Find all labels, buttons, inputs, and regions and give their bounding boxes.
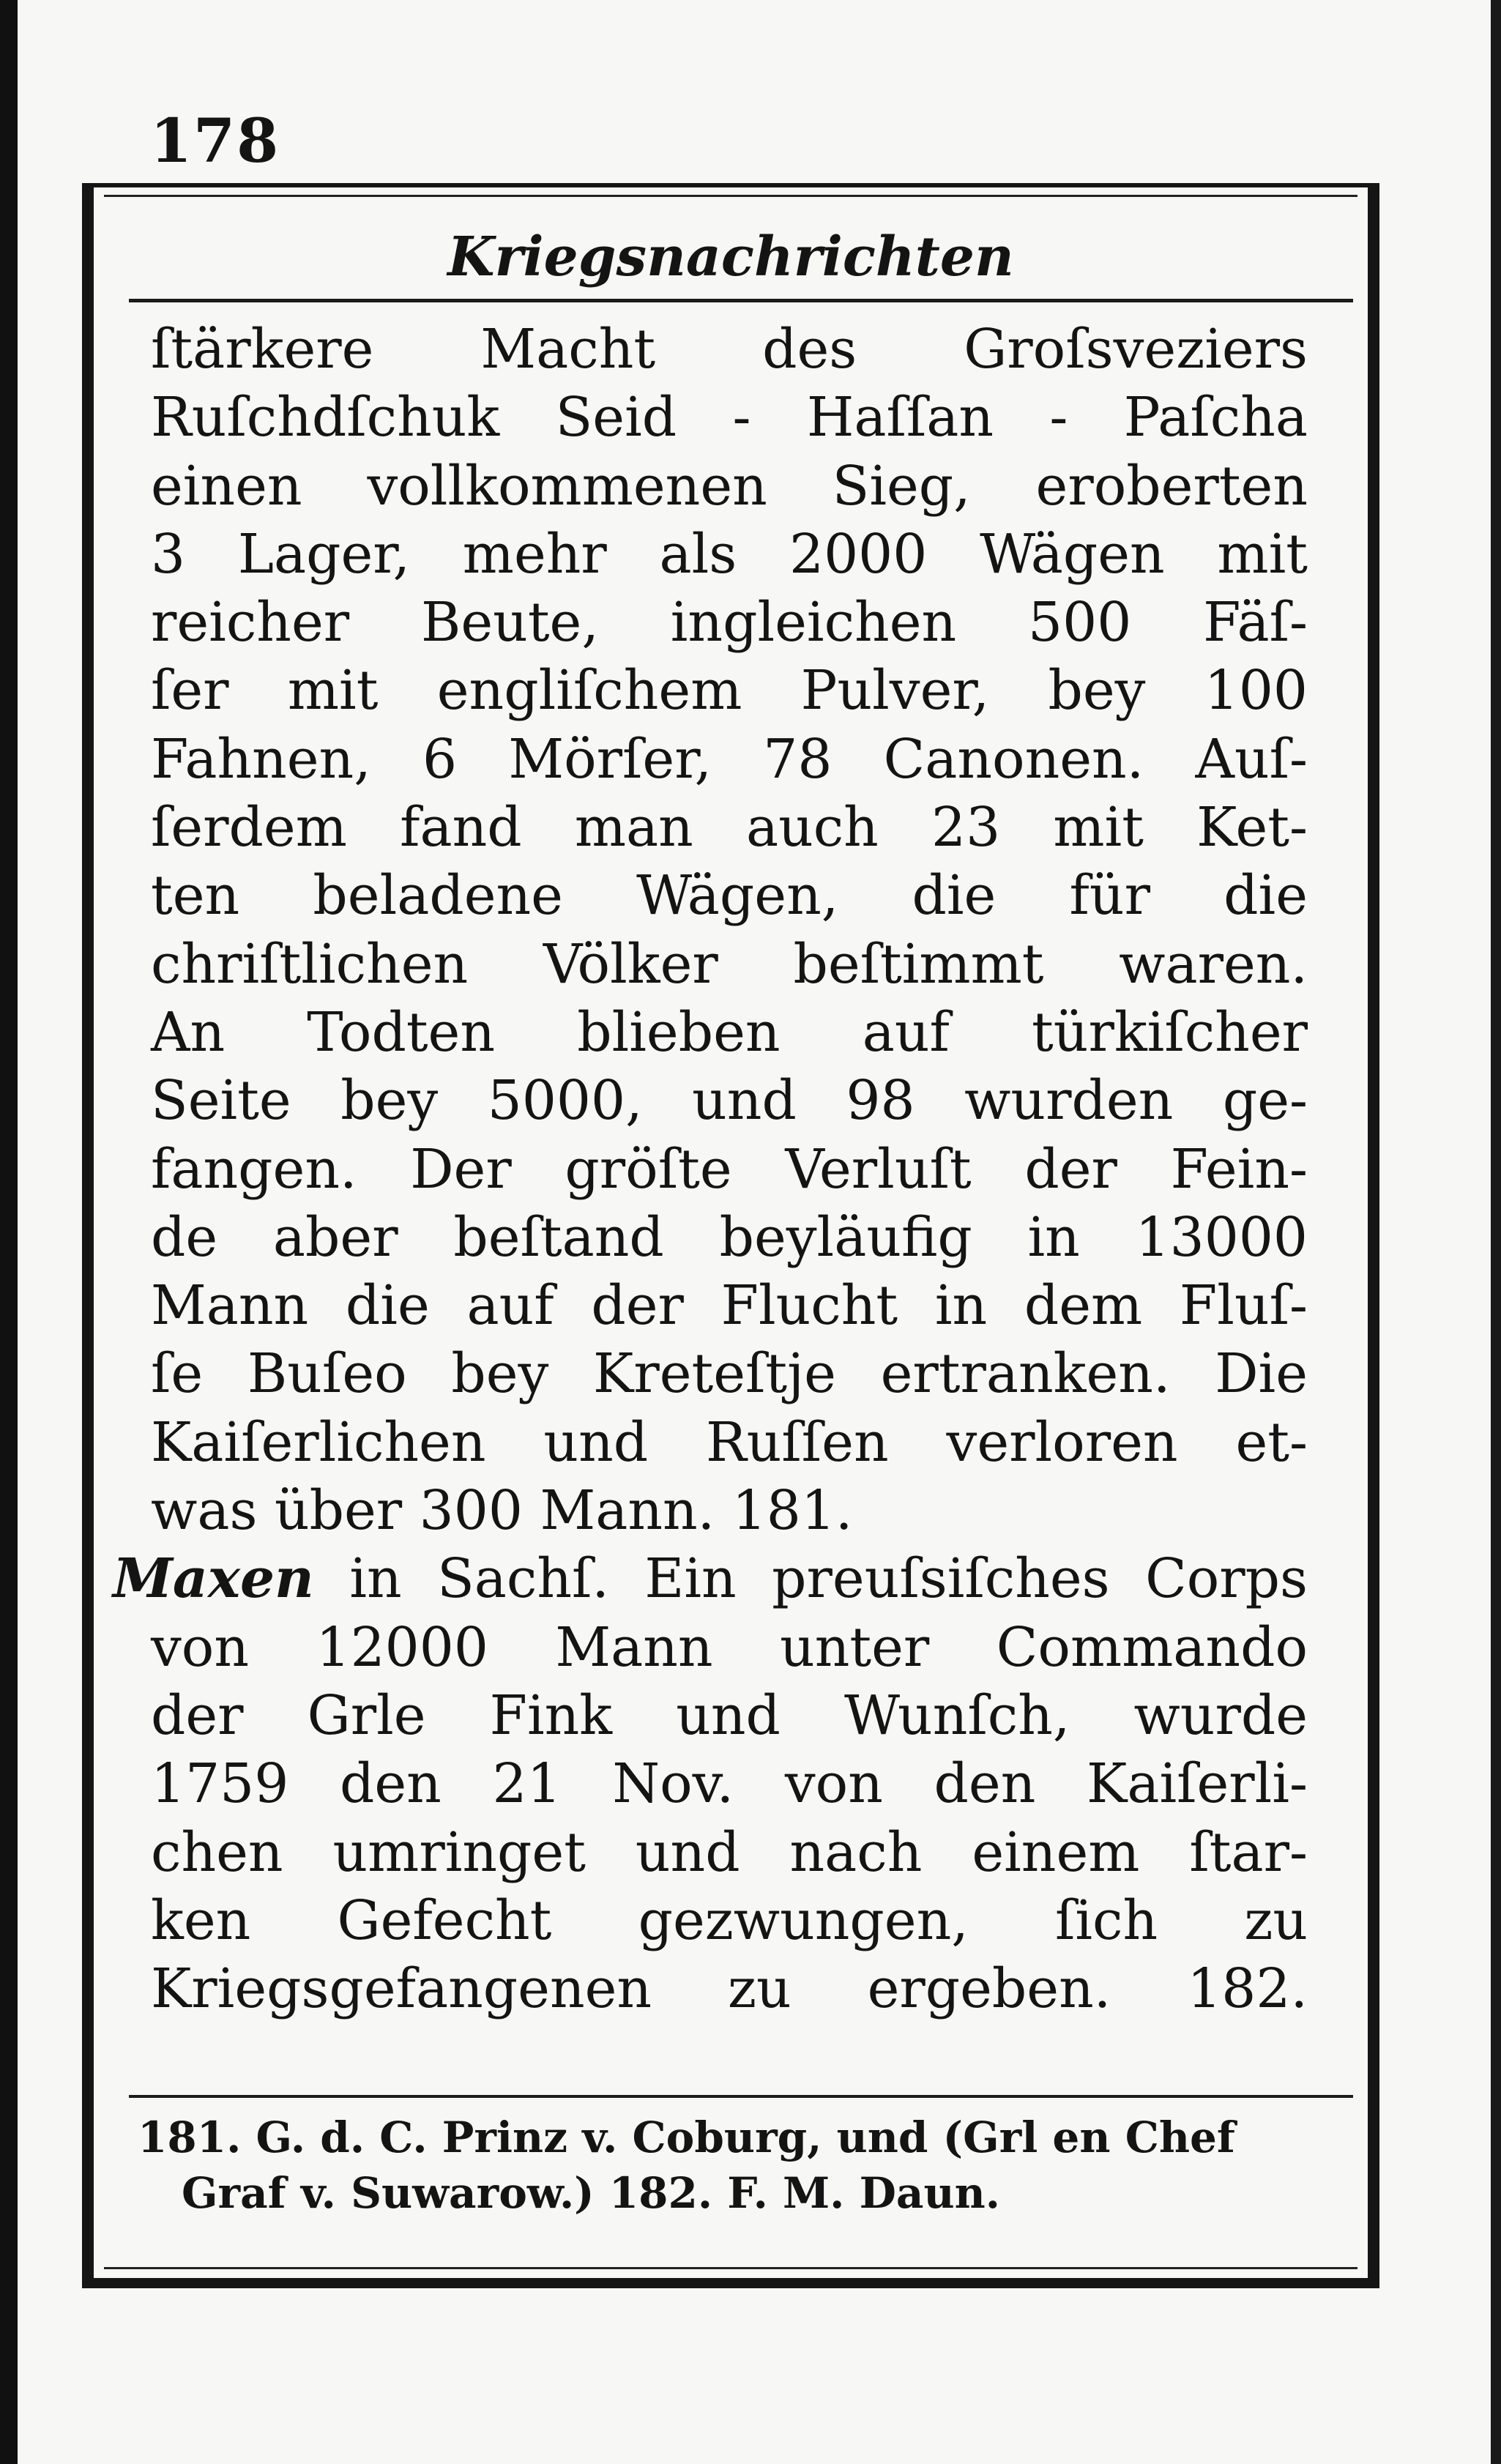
footnotes [138,2110,1324,2221]
text-line: Fahnen, 6 Mörſer, 78 Canonen. Auſ- [151,727,1308,791]
text-line: ſe Buſeo bey Kreteſtje ertranken. Die [151,1342,1308,1406]
text-line: Kriegsgefangenen zu ergeben. 182. [151,1957,1308,2021]
text-line: ſer mit engliſchem Pulver, bey 100 [151,659,1308,723]
text-line: der Grle Fink und Wunſch, wurde [151,1683,1308,1747]
text-line: Seite bey 5000, und 98 wurden ge- [151,1069,1308,1133]
entry-place-name: Maxen [113,1547,314,1611]
text-line: chriſtlichen Völker beſtimmt waren. [151,932,1308,996]
body-text [113,316,1308,2023]
text-line: einen vollkommenen Sieg, eroberten [151,454,1308,518]
text-line: ten beladene Wägen, die für die [151,864,1308,928]
entry-heading-rest: in Sachſ. Ein preuſsiſches Corps [349,1547,1308,1611]
text-line: fangen. Der gröſte Verluſt der Fein- [151,1137,1308,1201]
text-line: de aber beſtand beyläufig in 13000 [151,1205,1308,1269]
page-number: 178 [150,106,280,176]
footnote-line: Graf v. Suwarow.) 182. F. M. Daun. [182,2168,1000,2218]
text-line: Ruſchdſchuk Seid - Haſſan - Paſcha [151,386,1308,450]
footnote-line: 181. G. d. C. Prinz v. Coburg, und (Grl en Chef [138,2113,1235,2162]
running-header: Kriegsnachrichten [447,226,1014,289]
text-line: An Todten blieben auf türkiſcher [151,1000,1308,1064]
footnote-rule [129,2095,1353,2098]
text-line: von 12000 Mann unter Commando [151,1615,1308,1679]
scan-edge-left [0,0,18,2464]
text-line: Kaiſerlichen und Ruſſen verloren et- [151,1410,1308,1474]
text-line: Mann die auf der Flucht in dem Fluſ- [151,1274,1308,1338]
text-line: was über 300 Mann. 181. [151,1479,853,1543]
entry-heading-line [113,1545,1308,1613]
scan-edge-right [1491,0,1501,2464]
text-line: 1759 den 21 Nov. von den Kaiſerli- [151,1752,1308,1816]
header-rule [129,299,1353,302]
text-line: reicher Beute, ingleichen 500 Fäſ- [151,591,1308,655]
text-line: ſtärkere Macht des Groſsveziers [151,318,1308,381]
text-line: 3 Lager, mehr als 2000 Wägen mit [151,522,1308,586]
text-line: ken Gefecht gezwungen, ſich zu [151,1888,1308,1952]
page-frame [82,183,1379,2288]
text-line: ſerdem fand man auch 23 mit Ket- [151,796,1308,860]
text-line: chen umringet und nach einem ſtar- [151,1820,1308,1884]
